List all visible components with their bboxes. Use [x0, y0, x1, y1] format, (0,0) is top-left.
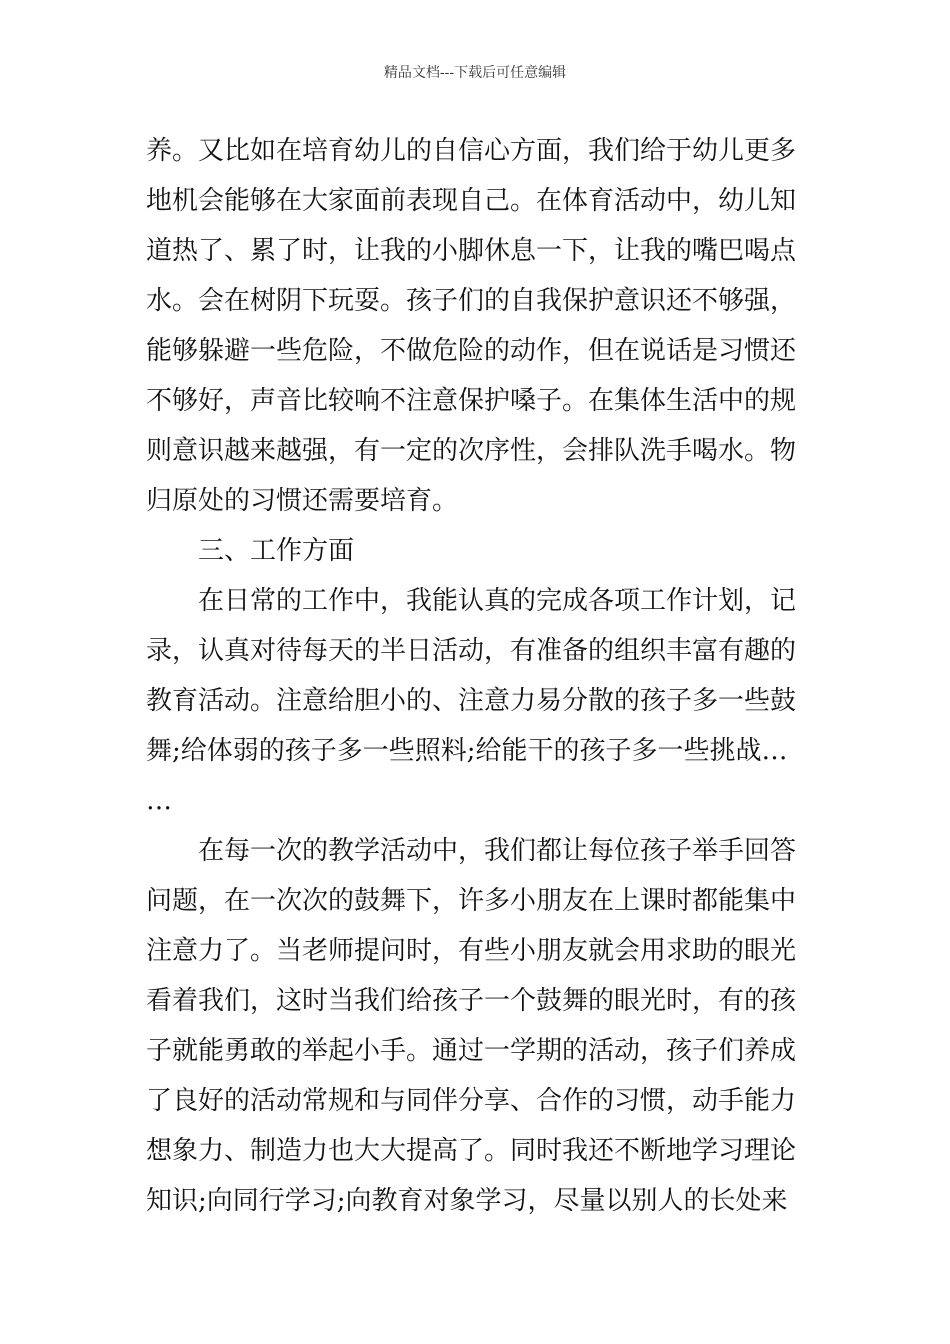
text-line: 不够好，声音比较响不注意保护嗓子。在集体生活中的规: [146, 386, 797, 416]
text-line: 问题，在一次次的鼓舞下，许多小朋友在上课时都能集中: [146, 886, 797, 916]
text-line: 道热了、累了时，让我的小脚休息一下，让我的嘴巴喝点: [146, 236, 797, 266]
text-line: 水。会在树阴下玩耍。孩子们的自我保护意识还不够强，: [146, 286, 797, 316]
text-line: 了良好的活动常规和与同伴分享、合作的习惯，动手能力: [146, 1086, 797, 1116]
text-line: …: [146, 786, 172, 816]
text-line: 注意力了。当老师提问时，有些小朋友就会用求助的眼光: [146, 936, 797, 966]
text-line: 子就能勇敢的举起小手。通过一学期的活动，孩子们养成: [146, 1036, 797, 1066]
text-line: 在日常的工作中，我能认真的完成各项工作计划，记: [198, 586, 797, 616]
text-line: 则意识越来越强，有一定的次序性，会排队洗手喝水。物: [146, 436, 797, 466]
text-line: 想象力、制造力也大大提高了。同时我还不断地学习理论: [146, 1136, 797, 1166]
text-line: 养。又比如在培育幼儿的自信心方面，我们给于幼儿更多: [146, 136, 797, 166]
text-line: 录，认真对待每天的半日活动，有准备的组织丰富有趣的: [146, 636, 797, 666]
text-line: 在每一次的教学活动中，我们都让每位孩子举手回答: [198, 836, 797, 866]
document-body: [146, 126, 808, 1226]
section-heading: 三、工作方面: [198, 536, 355, 566]
text-line: 知识;向同行学习;向教育对象学习，尽量以别人的长处来: [146, 1186, 788, 1216]
text-line: 看着我们，这时当我们给孩子一个鼓舞的眼光时，有的孩: [146, 986, 797, 1016]
text-line: 舞;给体弱的孩子多一些照料;给能干的孩子多一些挑战…: [146, 736, 788, 766]
text-line: 教育活动。注意给胆小的、注意力易分散的孩子多一些鼓: [146, 686, 797, 716]
text-line: 地机会能够在大家面前表现自己。在体育活动中，幼儿知: [146, 186, 797, 216]
page-header: 精品文档---下载后可任意编辑: [383, 65, 567, 81]
text-line: 能够躲避一些危险，不做危险的动作，但在说话是习惯还: [146, 336, 797, 366]
text-line: 归原处的习惯还需要培育。: [146, 486, 459, 516]
